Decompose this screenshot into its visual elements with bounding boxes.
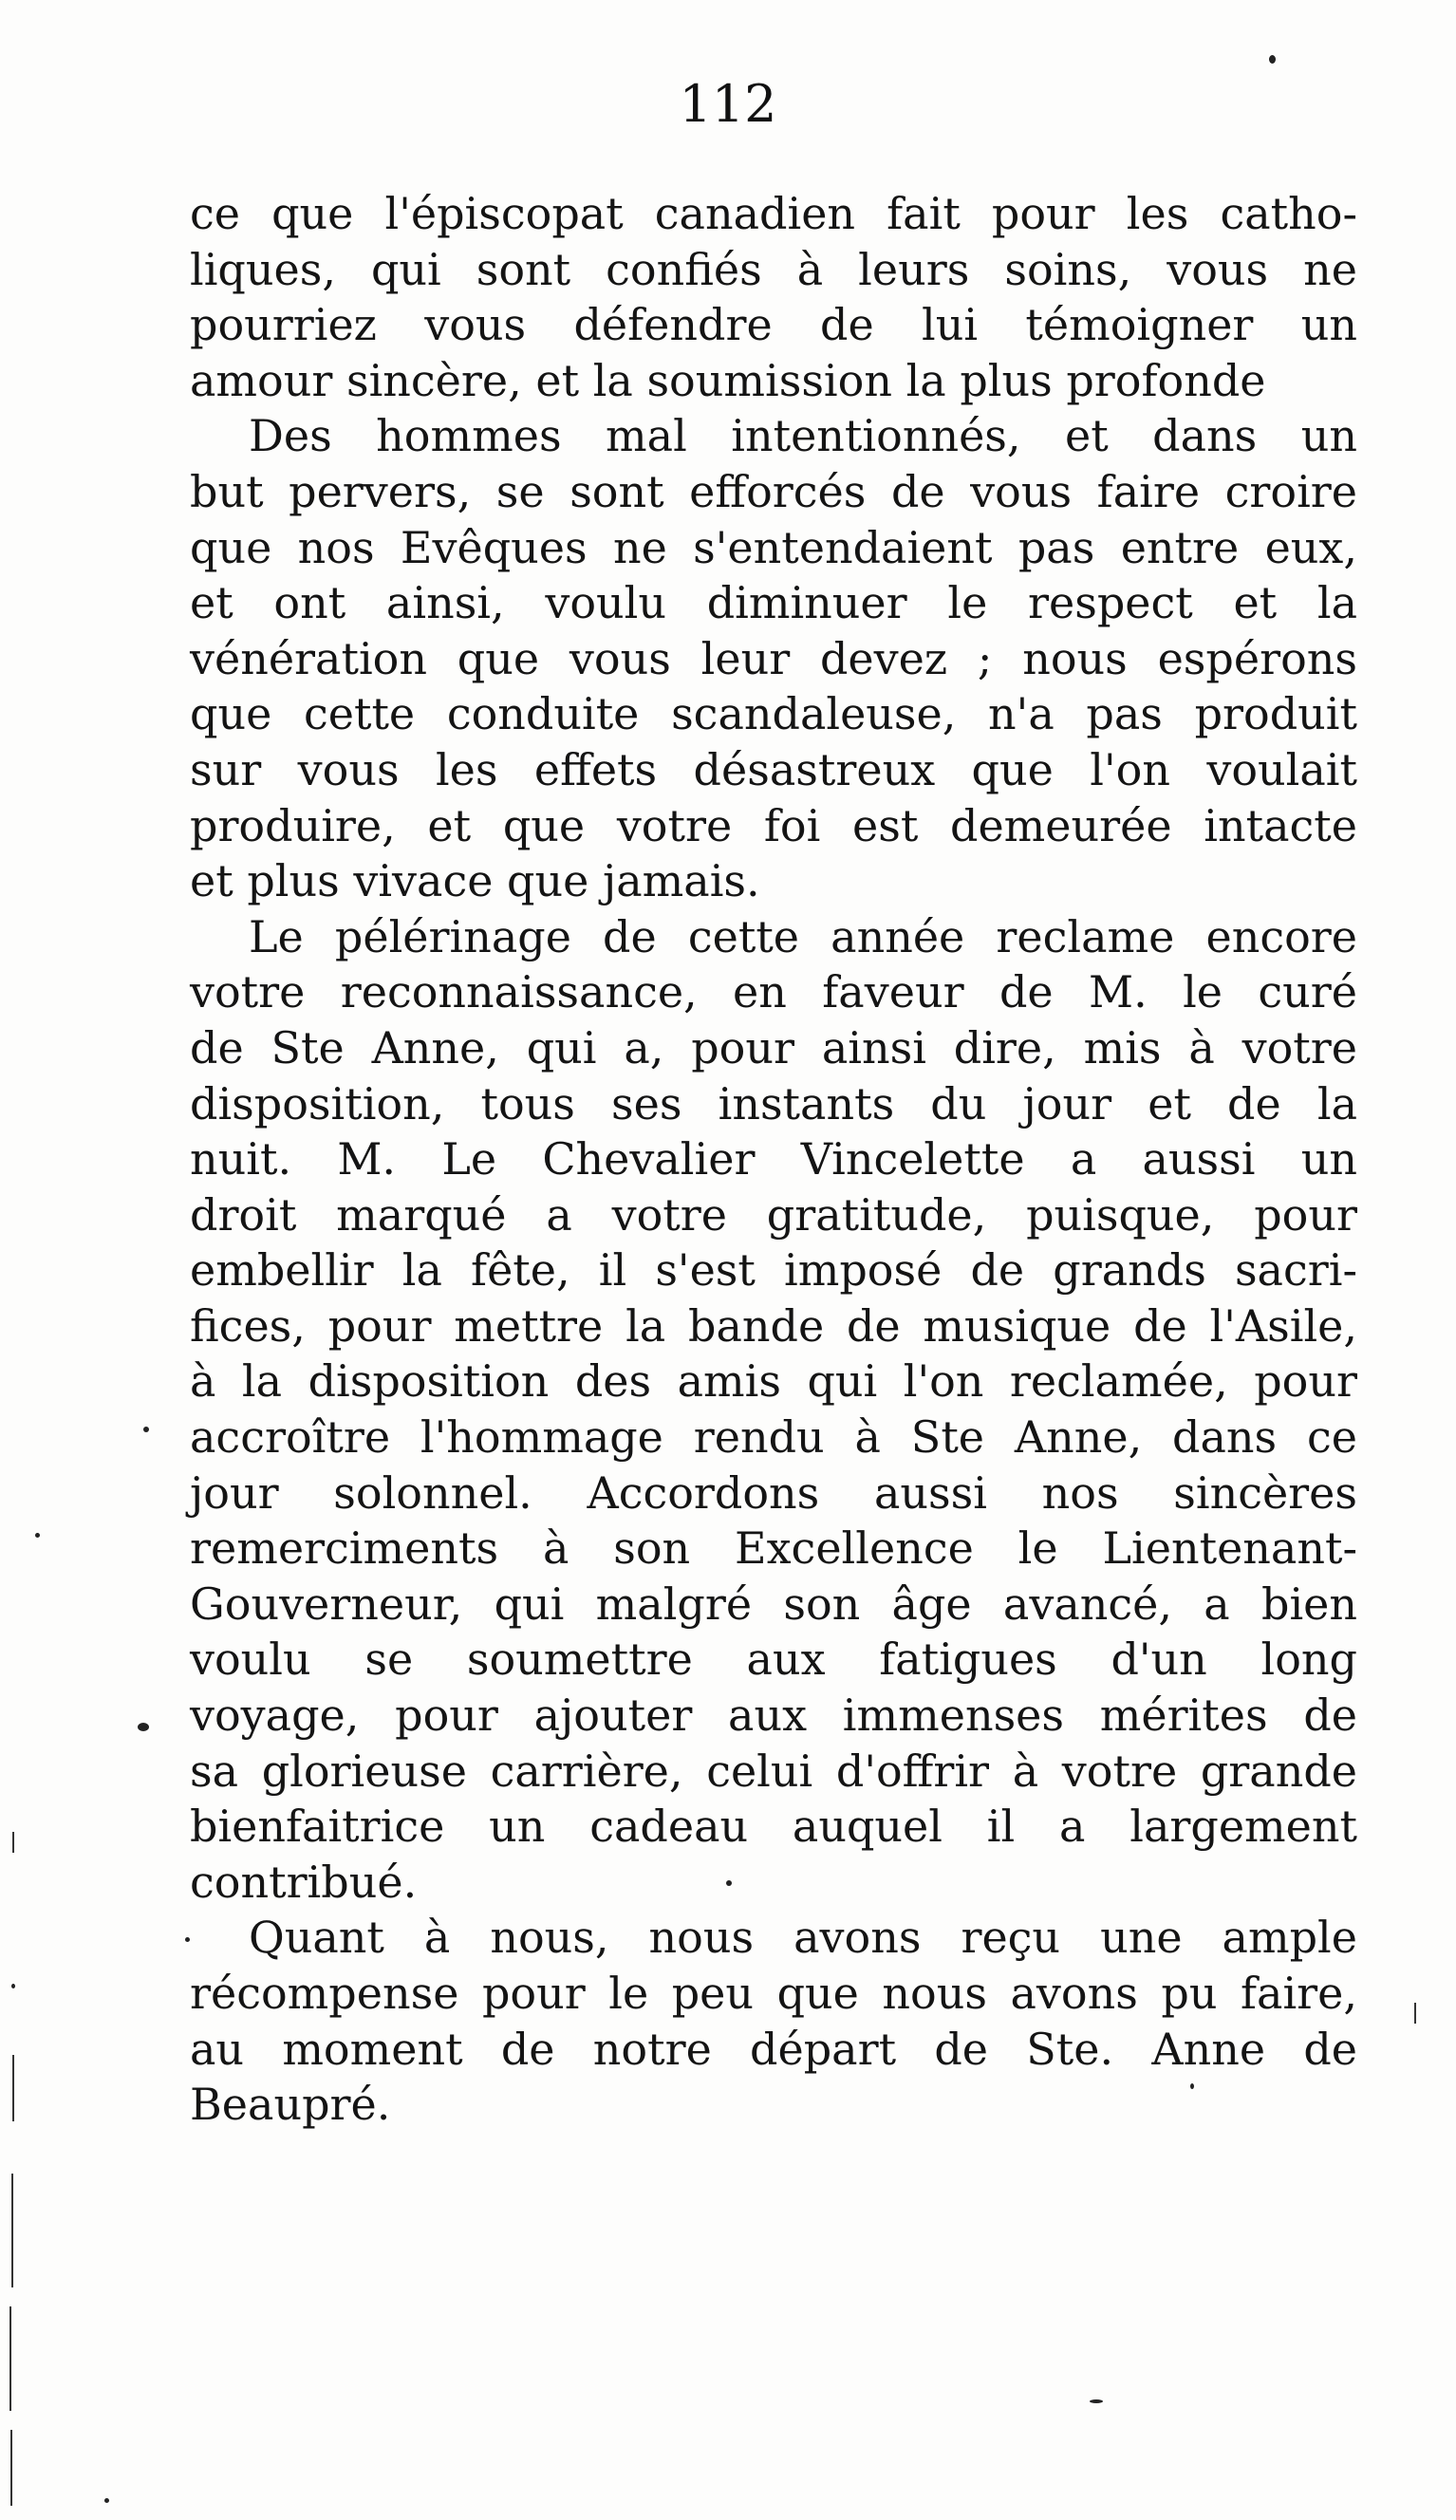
text-line: Beaupré. [190,2079,391,2131]
text-line: vénération que vous leur devez ; nous espérons [190,632,1357,684]
text-line: que cette conduite scandaleuse, n'a pas produit [190,688,1357,740]
text-line: de Ste Anne, qui a, pour ainsi dire, mis à votre [190,1021,1357,1073]
text-line: à la disposition des amis qui l'on reclamée, pour [190,1355,1357,1408]
text-line: voyage, pour ajouter aux immenses mérites de [190,1689,1357,1742]
page-number: 112 [679,74,777,134]
scan-speck [1190,2083,1194,2089]
body-text [190,186,1357,2133]
text-line: Le pélérinage de cette année reclame encore [249,910,1357,962]
text-line: que nos Evêques ne s'entendaient pas entre eux, [190,521,1357,573]
text-line: au moment de notre départ de Ste. Anne de [190,2023,1357,2075]
scan-margin-mark [10,2430,12,2506]
text-line: et ont ainsi, voulu diminuer le respect et la [190,577,1357,629]
text-line: et plus vivace que jamais. [190,855,760,907]
text-line: Gouverneur, qui malgré son âge avancé, a bien [190,1577,1357,1630]
text-line: embellir la fête, il s'est imposé de grands sacri- [190,1244,1357,1297]
text-line: votre reconnaissance, en faveur de M. le curé [190,966,1357,1018]
text-line: Quant à nous, nous avons reçu une ample [249,1912,1357,1964]
text-line: amour sincère, et la soumission la plus profonde [190,354,1266,406]
text-line: contribué. [190,1856,418,1908]
scan-margin-mark [1414,2003,1416,2024]
scan-speck [11,1984,15,1988]
text-line: pourriez vous défendre de lui témoigner un [190,299,1357,351]
text-line: ce que l'épiscopat canadien fait pour les catho- [190,188,1357,239]
text-line: jour solonnel. Accordons aussi nos sincères [190,1466,1357,1519]
text-line: bienfaitrice un cadeau auquel il a largement [190,1801,1357,1853]
text-line: produire, et que votre foi est demeurée intacte [190,799,1357,851]
scan-speck [104,2498,109,2503]
text-line: liques, qui sont confiés à leurs soins, vous ne [190,243,1357,295]
scan-margin-mark [11,2174,13,2287]
text-line: fices, pour mettre la bande de musique de l'Asile, [190,1299,1357,1352]
scan-speck [138,1723,149,1731]
text-line: disposition, tous ses instants du jour et de la [190,1077,1357,1129]
scan-speck [1269,55,1276,64]
text-line: but pervers, se sont efforcés de vous faire croire [190,465,1357,517]
text-line: nuit. M. Le Chevalier Vincelette a aussi un [190,1133,1357,1185]
text-line: accroître l'hommage rendu à Ste Anne, dans ce [190,1411,1357,1464]
text-line: voulu se soumettre aux fatigues d'un long [190,1633,1357,1686]
text-line: droit marqué a votre gratitude, puisque, pour [190,1188,1357,1241]
scan-speck [143,1427,149,1432]
scan-margin-mark [12,1832,14,1853]
text-line: Des hommes mal intentionnés, et dans un [249,410,1357,462]
text-line: récompense pour le peu que nous avons pu faire, [190,1968,1357,2019]
scan-margin-mark [9,2306,11,2411]
scan-speck [1090,2399,1103,2403]
scan-margin-mark [12,2055,14,2121]
scan-speck [726,1880,732,1886]
text-line: sa glorieuse carrière, celui d'offrir à votre grande [190,1745,1357,1797]
text-line: sur vous les effets désastreux que l'on voulait [190,743,1357,795]
scan-speck [185,1937,190,1942]
scan-speck [35,1533,40,1538]
text-line: remerciments à son Excellence le Lientenant- [190,1522,1357,1575]
